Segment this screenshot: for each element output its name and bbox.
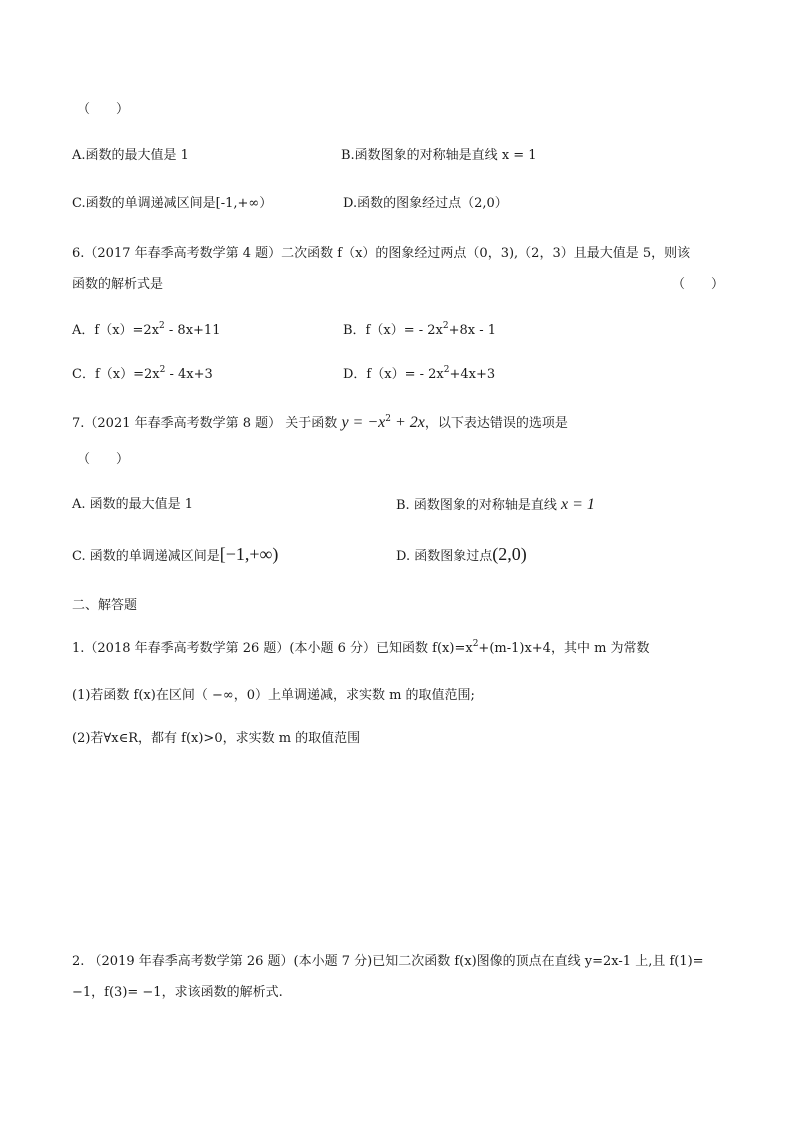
q6-option-a: [72, 320, 221, 339]
q7-option-b: [396, 497, 595, 514]
q7-option-d-math: (2,0): [492, 544, 527, 564]
q6-option-b-exponent: 2: [442, 320, 449, 331]
q6-option-d: [343, 364, 496, 383]
q7-function-exponent: 2: [385, 413, 391, 424]
q6-option-d-suffix: +4x+3: [449, 367, 496, 382]
q7-option-d: [396, 546, 527, 565]
q7-function-a: y = −x: [341, 414, 386, 431]
q5-option-c: C.函数的单调递减区间是[-1,+∞）: [72, 196, 273, 211]
q6-option-a-prefix: A．f（x）=2x: [72, 323, 160, 338]
problem1-stem: [72, 638, 650, 657]
q7-option-d-text: D. 函数图象过点: [396, 549, 493, 564]
q6-option-d-prefix: D．f（x）= - 2x: [343, 367, 444, 382]
problem2-line2: −1，f(3)= −1，求该函数的解析式.: [72, 985, 283, 1000]
q7-answer-blank: （ ）: [77, 452, 130, 467]
problem1-stem-exponent: 2: [472, 638, 479, 649]
q7-stem: [72, 415, 568, 432]
q6-option-b-prefix: B．f（x）= - 2x: [343, 323, 443, 338]
q6-stem-line1: 6.（2017 年春季高考数学第 4 题）二次函数 f（x）的图象经过两点（0，3),（2，3）且最大值是 5，则该: [72, 246, 691, 261]
problem1-part1: (1)若函数 f(x)在区间（ −∞，0）上单调递减，求实数 m 的取值范围;: [72, 688, 475, 703]
q6-option-c-suffix: - 4x+3: [165, 367, 213, 382]
q7-option-c: [72, 546, 278, 565]
q5-option-d: D.函数的图象经过点（2,0）: [343, 196, 508, 211]
q6-answer-blank: （ ）: [672, 277, 725, 292]
q5-answer-blank: （ ）: [77, 102, 130, 117]
section-heading: 二、解答题: [72, 598, 138, 613]
q7-option-a: A. 函数的最大值是 1: [72, 497, 194, 512]
q7-option-b-math: x = 1: [560, 496, 595, 513]
problem2-line1: 2. （2019 年春季高考数学第 26 题）(本小题 7 分)已知二次函数 f(x)图像的顶点在直线 y=2x-1 上,且 f(1)=: [72, 954, 704, 969]
q6-option-c: [72, 364, 213, 383]
problem1-part2: (2)若∀x∈R，都有 f(x)>0，求实数 m 的取值范围: [72, 731, 361, 746]
q7-option-c-math: [−1,+∞): [219, 544, 279, 564]
problem1-stem-suffix: +(m-1)x+4，其中 m 为常数: [478, 641, 650, 656]
q6-option-b-suffix: +8x - 1: [448, 323, 497, 338]
q7-option-c-text: C. 函数的单调递减区间是: [72, 549, 220, 564]
problem1-stem-prefix: 1.（2018 年春季高考数学第 26 题）(本小题 6 分）已知函数 f(x)=x: [72, 641, 473, 656]
q7-stem-prefix: 7.（2021 年春季高考数学第 8 题） 关于函数: [72, 416, 338, 431]
q7-stem-suffix: ，以下表达错误的选项是: [424, 416, 568, 431]
q6-stem-line2: 函数的解析式是: [72, 277, 164, 292]
q6-option-c-exponent: 2: [159, 364, 166, 375]
q6-option-a-suffix: - 8x+11: [164, 323, 221, 338]
q7-option-b-text: B. 函数图象的对称轴是直线: [396, 498, 557, 513]
q5-option-a: A.函数的最大值是 1: [72, 148, 189, 163]
q7-function-b: + 2x: [390, 414, 425, 431]
q6-option-d-exponent: 2: [443, 364, 450, 375]
q6-option-b: [343, 320, 497, 339]
q5-option-b: B.函数图象的对称轴是直线 x = 1: [341, 148, 537, 163]
q6-option-a-exponent: 2: [159, 320, 165, 331]
q6-option-c-prefix: C．f（x）=2x: [72, 367, 160, 382]
